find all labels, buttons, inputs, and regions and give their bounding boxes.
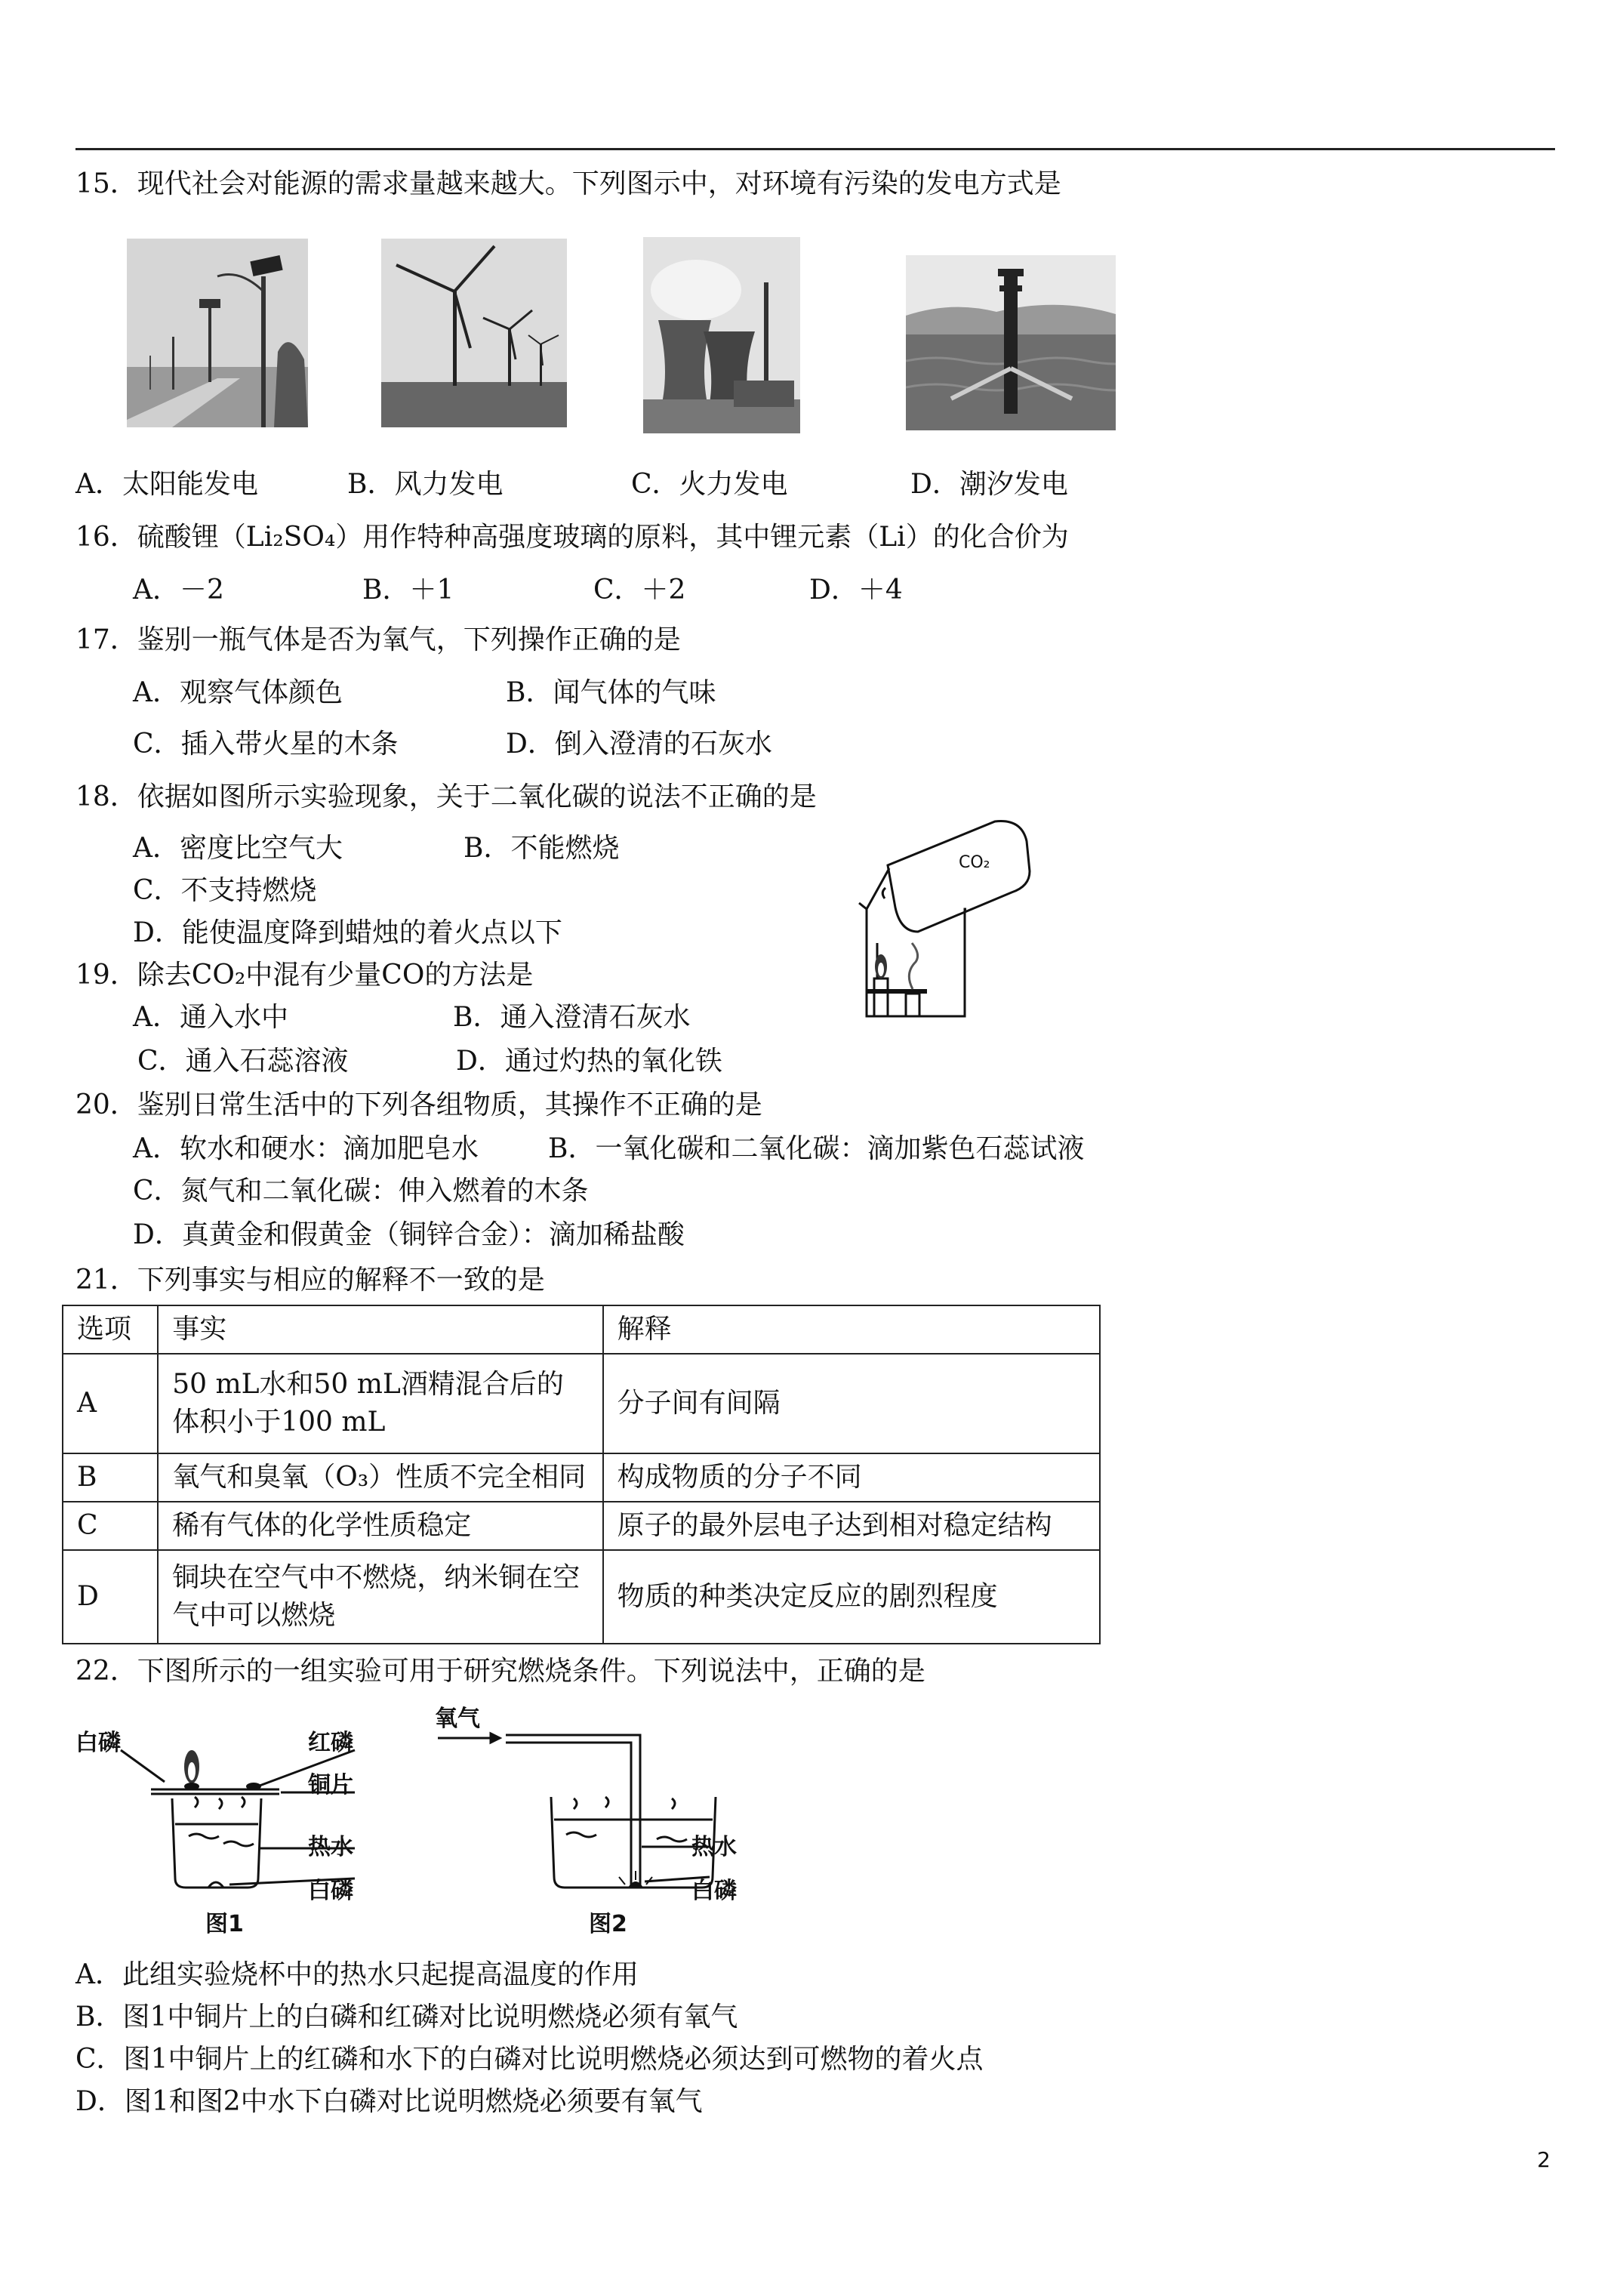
co2-pouring-figure <box>806 818 1033 1018</box>
table-header-cell: 选项 <box>63 1305 158 1354</box>
solar-streetlight-photo <box>127 239 308 427</box>
table-cell-fact: 稀有气体的化学性质稳定 <box>158 1502 602 1550</box>
co2-bottle-label: CO₂ <box>959 853 990 872</box>
q20-option-a: A．软水和硬水：滴加肥皂水 <box>133 1133 479 1164</box>
fig1-caption: 图1 <box>205 1911 244 1937</box>
combustion-figure-1 <box>75 1714 408 1940</box>
q15-stem: 15．现代社会对能源的需求量越来越大。下列图示中，对环境有污染的发电方式是 <box>75 168 1061 199</box>
q22-stem: 22．下图所示的一组实验可用于研究燃烧条件。下列说法中，正确的是 <box>75 1656 925 1687</box>
fig1-label-hot-water: 热水 <box>308 1834 353 1860</box>
fig2-caption: 图2 <box>589 1911 627 1937</box>
q17-option-d: D．倒入澄清的石灰水 <box>506 729 772 760</box>
q17-option-c: C．插入带火星的木条 <box>133 729 399 760</box>
q20-stem: 20．鉴别日常生活中的下列各组物质，其操作不正确的是 <box>75 1089 762 1120</box>
q17-option-a: A．观察气体颜色 <box>133 677 343 708</box>
thermal-power-plant-photo <box>643 237 800 433</box>
q16-option-a: A．－2 <box>133 575 224 606</box>
q22-option-a: A．此组实验烧杯中的热水只起提高温度的作用 <box>75 1959 639 1990</box>
page-number: 2 <box>1537 2147 1551 2172</box>
table-cell-explanation: 原子的最外层电子达到相对稳定结构 <box>603 1502 1100 1550</box>
q19-option-c: C．通入石蕊溶液 <box>137 1046 349 1077</box>
q16-option-c: C．＋2 <box>593 575 686 606</box>
tidal-power-photo <box>906 255 1116 430</box>
q20-option-d: D．真黄金和假黄金（铜锌合金）：滴加稀盐酸 <box>133 1219 685 1250</box>
table-cell-option: A <box>63 1354 158 1453</box>
fig2-label-white-phosphorus: 白磷 <box>691 1878 737 1904</box>
table-cell-fact: 氧气和臭氧（O₃）性质不完全相同 <box>158 1453 602 1502</box>
table-row <box>63 1502 1100 1550</box>
q18-option-a: A．密度比空气大 <box>133 833 343 864</box>
table-cell-option: B <box>63 1453 158 1502</box>
header-rule <box>75 148 1555 150</box>
q16-option-d: D．＋4 <box>809 575 903 606</box>
fig2-label-hot-water: 热水 <box>691 1834 737 1860</box>
table-cell-fact: 铜块在空气中不燃烧，纳米铜在空气中可以燃烧 <box>158 1550 602 1644</box>
q16-stem: 16．硫酸锂（Li₂SO₄）用作特种高强度玻璃的原料，其中锂元素（Li）的化合价为 <box>75 522 1069 553</box>
table-cell-option: C <box>63 1502 158 1550</box>
table-header-cell: 事实 <box>158 1305 602 1354</box>
table-cell-explanation: 构成物质的分子不同 <box>603 1453 1100 1502</box>
fig2-label-oxygen: 氧气 <box>435 1706 480 1732</box>
q17-option-b: B．闻气体的气味 <box>506 677 716 708</box>
table-cell-fact: 50 mL水和50 mL酒精混合后的体积小于100 mL <box>158 1354 602 1453</box>
fig1-label-white-phosphorus-top: 白磷 <box>75 1730 121 1756</box>
q22-option-b: B．图1中铜片上的白磷和红磷对比说明燃烧必须有氧气 <box>75 2002 738 2032</box>
fig1-label-copper-sheet: 铜片 <box>308 1772 353 1798</box>
q18-option-c: C．不支持燃烧 <box>133 875 317 906</box>
q15-option-d: D．潮汐发电 <box>910 469 1068 500</box>
fig1-label-white-phosphorus-bottom: 白磷 <box>308 1878 353 1904</box>
q16-option-b: B．＋1 <box>362 575 454 606</box>
q21-stem: 21．下列事实与相应的解释不一致的是 <box>75 1265 545 1296</box>
wind-turbine-photo <box>381 239 567 427</box>
q19-option-d: D．通过灼热的氧化铁 <box>456 1046 722 1077</box>
q19-option-a: A．通入水中 <box>133 1002 288 1033</box>
table-cell-explanation: 物质的种类决定反应的剧烈程度 <box>603 1550 1100 1644</box>
q20-option-c: C．氮气和二氧化碳：伸入燃着的木条 <box>133 1176 589 1207</box>
table-header-cell: 解释 <box>603 1305 1100 1354</box>
table-cell-explanation: 分子间有间隔 <box>603 1354 1100 1453</box>
q18-option-d: D．能使温度降到蜡烛的着火点以下 <box>133 917 562 948</box>
q18-option-b: B．不能燃烧 <box>463 833 620 864</box>
table-row <box>63 1354 1100 1453</box>
table-header-row <box>63 1305 1100 1354</box>
q19-stem: 19．除去CO₂中混有少量CO的方法是 <box>75 960 534 991</box>
q15-option-b: B．风力发电 <box>347 469 504 500</box>
q15-option-c: C．火力发电 <box>631 469 788 500</box>
q19-option-b: B．通入澄清石灰水 <box>453 1002 691 1033</box>
table-row <box>63 1550 1100 1644</box>
fig1-label-red-phosphorus: 红磷 <box>308 1730 353 1756</box>
q22-option-c: C．图1中铜片上的红磷和水下的白磷对比说明燃烧必须达到可燃物的着火点 <box>75 2044 984 2075</box>
table-row <box>63 1453 1100 1502</box>
q18-stem: 18．依据如图所示实验现象，关于二氧化碳的说法不正确的是 <box>75 781 817 812</box>
q22-option-d: D．图1和图2中水下白磷对比说明燃烧必须要有氧气 <box>75 2086 703 2117</box>
q15-option-a: A．太阳能发电 <box>75 469 258 500</box>
q21-table <box>62 1305 1101 1644</box>
table-cell-option: D <box>63 1550 158 1644</box>
combustion-figure-2 <box>430 1706 762 1940</box>
q17-stem: 17．鉴别一瓶气体是否为氧气，下列操作正确的是 <box>75 624 681 655</box>
q20-option-b: B．一氧化碳和二氧化碳：滴加紫色石蕊试液 <box>548 1133 1085 1164</box>
